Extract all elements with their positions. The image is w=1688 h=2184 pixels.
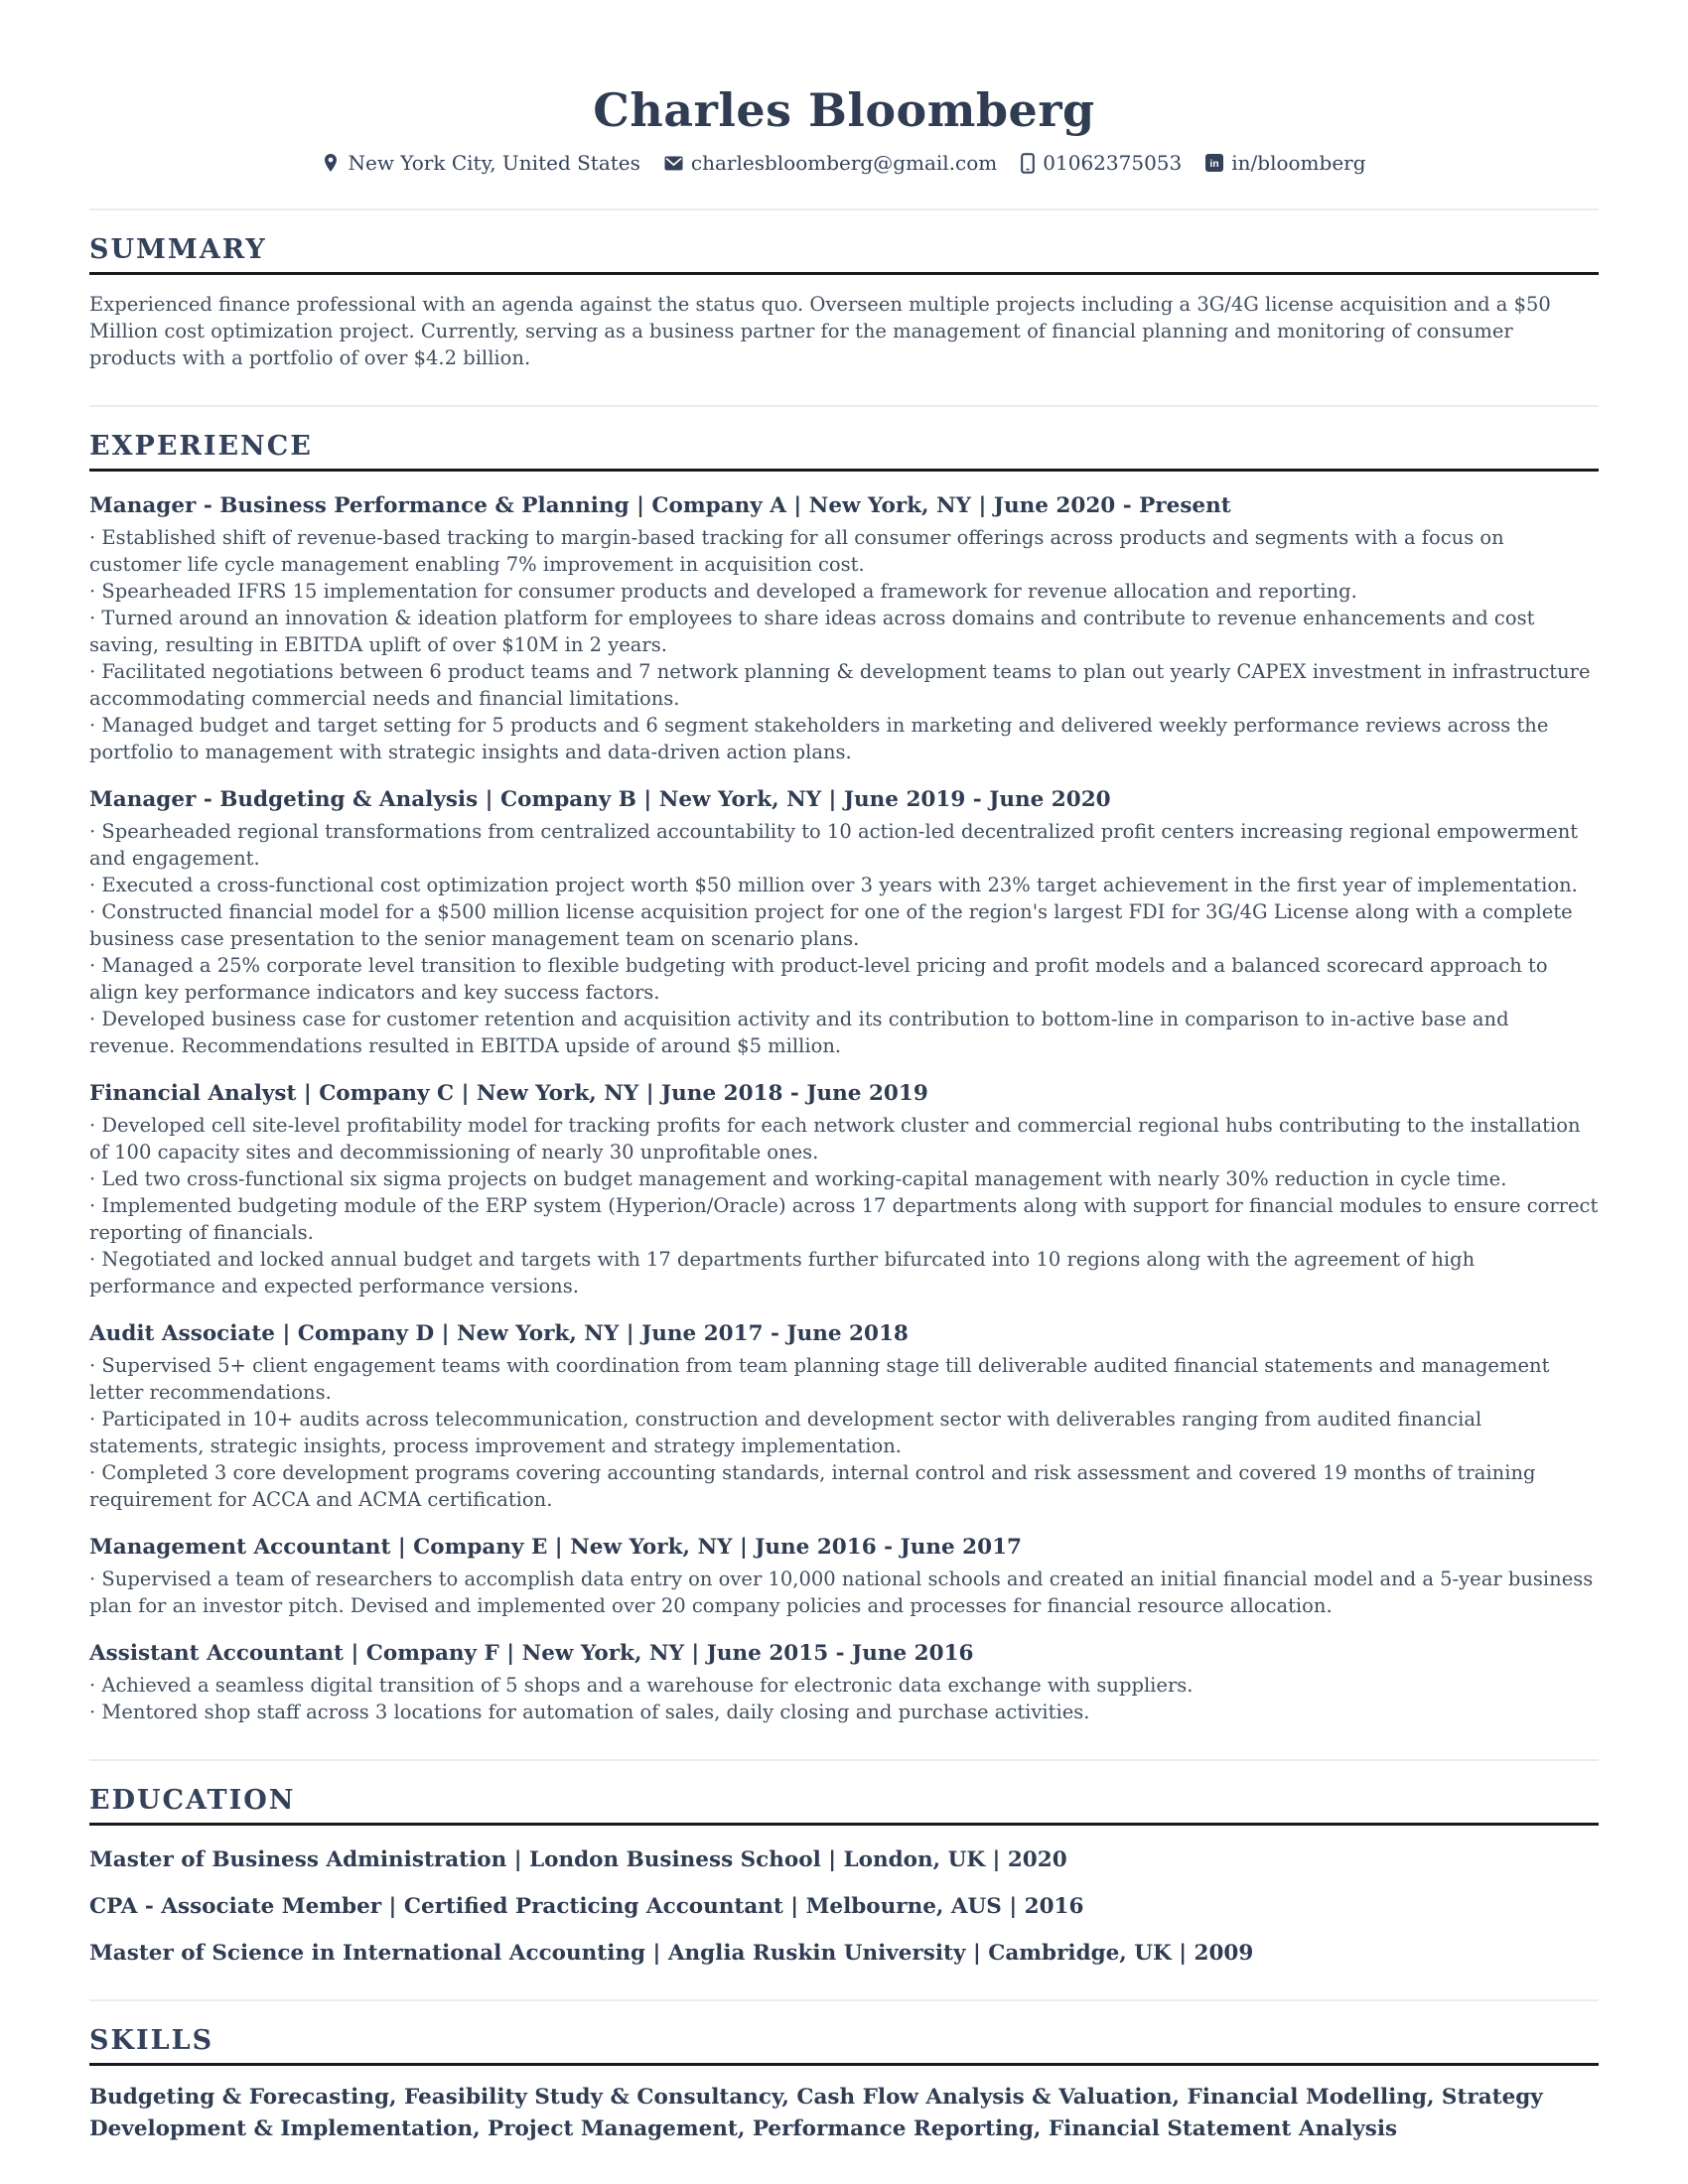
education-entry: Master of Business Administration | London Business School | London, UK | 2020	[89, 1847, 1067, 1872]
summary-rule	[89, 272, 1599, 275]
linkedin-text: in/bloomberg	[1231, 151, 1366, 175]
experience-heading: EXPERIENCE	[89, 431, 313, 462]
contact-location	[322, 151, 639, 175]
job-bullet: · Led two cross-functional six sigma projects on budget management and working-capital management with nearly 30% reduction in cycle time.	[89, 1165, 1599, 1192]
job-entry	[89, 493, 1599, 765]
job-title: Assistant Accountant | Company F | New York, NY | June 2015 - June 2016	[89, 1641, 974, 1666]
job-bullet: · Established shift of revenue-based tracking to margin-based tracking for all consumer offerings across products and segments with a focus on customer life cycle management enabling 7% improvement in acquisition cost.	[89, 524, 1599, 578]
resume-header	[89, 83, 1599, 175]
education-entries	[89, 1847, 1599, 1966]
job-bullet: · Implemented budgeting module of the ERP system (Hyperion/Oracle) across 17 departments along with support for financial modules to ensure correct reporting of financials.	[89, 1192, 1599, 1246]
job-title: Management Accountant | Company E | New York, NY | June 2016 - June 2017	[89, 1535, 1023, 1560]
job-bullet: · Achieved a seamless digital transition of 5 shops and a warehouse for electronic data exchange with suppliers.	[89, 1672, 1599, 1699]
job-bullet: · Managed budget and target setting for 5 products and 6 segment stakeholders in marketing and delivered weekly performance reviews across the portfolio to management with strategic insights and data-driven action plans.	[89, 712, 1599, 765]
job-bullets	[89, 524, 1599, 765]
skills-section	[89, 1999, 1599, 2145]
job-title: Manager - Budgeting & Analysis | Company B | New York, NY | June 2019 - June 2020	[89, 787, 1111, 812]
contact-email[interactable]	[664, 151, 997, 175]
education-entry: CPA - Associate Member | Certified Practicing Accountant | Melbourne, AUS | 2016	[89, 1894, 1084, 1919]
job-bullet: · Managed a 25% corporate level transition to flexible budgeting with product-level pricing and profit models and a balanced scorecard approach to align key performance indicators and key success factors.	[89, 952, 1599, 1006]
linkedin-icon	[1205, 154, 1223, 172]
summary-heading: SUMMARY	[89, 234, 267, 265]
job-bullet: · Turned around an innovation & ideation platform for employees to share ideas across domains and contribute to revenue enhancements and cost saving, resulting in EBITDA uplift of over $10M in 2 years.	[89, 605, 1599, 658]
email-text: charlesbloomberg@gmail.com	[690, 151, 998, 175]
contact-linkedin[interactable]	[1205, 151, 1365, 175]
skills-heading: SKILLS	[89, 2025, 214, 2056]
skills-text: Budgeting & Forecasting, Feasibility Study & Consultancy, Cash Flow Analysis & Valuation, Financial Modelling, Strategy Development & Implementation, Project Management, Performance Reporting, Financial Statement Analysis	[89, 2085, 1543, 2141]
job-bullet: · Supervised a team of researchers to accomplish data entry on over 10,000 national schools and created an initial financial model and a 5-year business plan for an investor pitch. Devised and implemented over 20 company policies and processes for financial resource allocation.	[89, 1566, 1599, 1619]
job-bullet: · Developed cell site-level profitability model for tracking profits for each network cluster and commercial regional hubs contributing to the installation of 100 capacity sites and decommissioning of nearly 30 unprofitable ones.	[89, 1112, 1599, 1165]
job-entry	[89, 1081, 1599, 1299]
summary-section	[89, 208, 1599, 371]
job-bullet: · Completed 3 core development programs covering accounting standards, internal control and risk assessment and covered 19 months of training requirement for ACCA and ACMA certification.	[89, 1459, 1599, 1513]
location-text: New York City, United States	[348, 151, 640, 175]
experience-jobs	[89, 493, 1599, 1725]
summary-text: Experienced finance professional with an agenda against the status quo. Overseen multiple projects including a 3G/4G license acquisition and a $50 Million cost optimization project. Currently, serving as a business partner for the management of financial planning and monitoring of consumer products with a portfolio of over $4.2 billion.	[89, 293, 1551, 369]
job-title: Manager - Business Performance & Planning | Company A | New York, NY | June 2020 - Present	[89, 493, 1231, 518]
candidate-name: Charles Bloomberg	[593, 83, 1095, 137]
mobile-phone-icon	[1021, 153, 1035, 174]
education-rule	[89, 1823, 1599, 1826]
contact-row	[89, 151, 1599, 175]
experience-section	[89, 405, 1599, 1725]
skills-rule	[89, 2063, 1599, 2066]
job-bullet: · Participated in 10+ audits across telecommunication, construction and development sector with deliverables ranging from audited financial statements, strategic insights, process improvement and strategy implementation.	[89, 1406, 1599, 1459]
job-bullet: · Negotiated and locked annual budget and targets with 17 departments further bifurcated into 10 regions along with the agreement of high performance and expected performance versions.	[89, 1246, 1599, 1299]
job-bullets	[89, 818, 1599, 1059]
job-bullet: · Spearheaded regional transformations from centralized accountability to 10 action-led decentralized profit centers increasing regional empowerment and engagement.	[89, 818, 1599, 872]
envelope-icon	[664, 156, 683, 171]
contact-phone[interactable]	[1021, 151, 1182, 175]
job-title: Financial Analyst | Company C | New York, NY | June 2018 - June 2019	[89, 1081, 928, 1106]
job-entry	[89, 787, 1599, 1059]
svg-text:in: in	[1209, 158, 1219, 171]
job-bullet: · Mentored shop staff across 3 locations for automation of sales, daily closing and purchase activities.	[89, 1699, 1599, 1725]
job-bullet: · Facilitated negotiations between 6 product teams and 7 network planning & development teams to plan out yearly CAPEX investment in infrastructure accommodating commercial needs and financial limitations.	[89, 658, 1599, 712]
education-heading: EDUCATION	[89, 1785, 296, 1816]
experience-rule	[89, 469, 1599, 472]
job-entry	[89, 1641, 1599, 1725]
job-bullet: · Spearheaded IFRS 15 implementation for consumer products and developed a framework for revenue allocation and reporting.	[89, 578, 1599, 605]
phone-text: 01062375053	[1043, 151, 1183, 175]
job-bullet: · Supervised 5+ client engagement teams with coordination from team planning stage till deliverable audited financial statements and management letter recommendations.	[89, 1352, 1599, 1406]
job-bullet: · Constructed financial model for a $500 million license acquisition project for one of the region's largest FDI for 3G/4G License along with a complete business case presentation to the senior management team on scenario plans.	[89, 898, 1599, 952]
job-bullets	[89, 1672, 1599, 1725]
job-entry	[89, 1321, 1599, 1513]
education-entry: Master of Science in International Accounting | Anglia Ruskin University | Cambridge, UK | 2009	[89, 1941, 1254, 1966]
job-entry	[89, 1535, 1599, 1619]
job-title: Audit Associate | Company D | New York, NY | June 2017 - June 2018	[89, 1321, 909, 1346]
job-bullet: · Developed business case for customer retention and acquisition activity and its contribution to bottom-line in comparison to in-active base and revenue. Recommendations resulted in EBITDA upside of around $5 million.	[89, 1006, 1599, 1059]
job-bullets	[89, 1352, 1599, 1513]
job-bullets	[89, 1566, 1599, 1619]
education-section	[89, 1759, 1599, 1966]
map-pin-icon	[322, 153, 340, 173]
job-bullets	[89, 1112, 1599, 1299]
job-bullet: · Executed a cross-functional cost optimization project worth $50 million over 3 years with 23% target achievement in the first year of implementation.	[89, 872, 1599, 898]
